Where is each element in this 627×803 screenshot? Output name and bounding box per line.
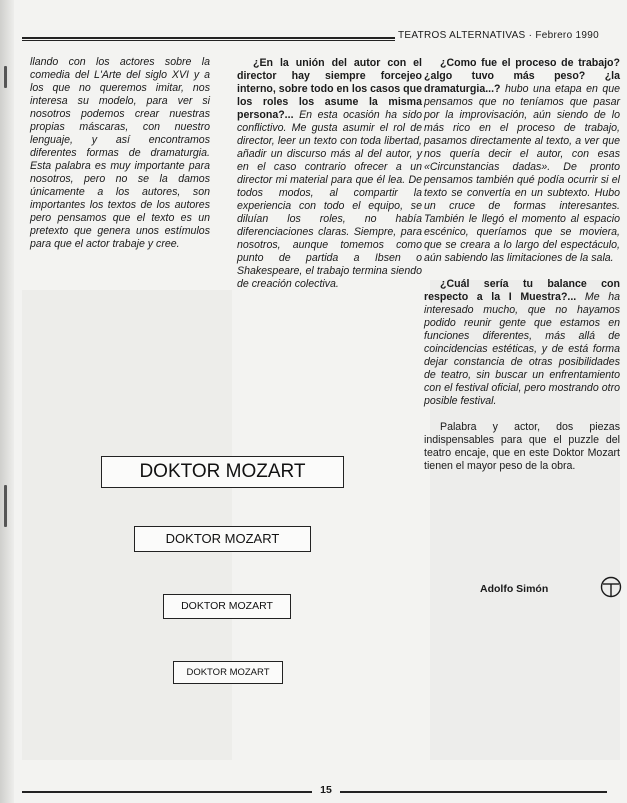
title-box-medium: DOKTOR MOZART — [134, 526, 311, 552]
footer-rule — [22, 791, 312, 793]
interview-answer: hubo una etapa en que pensamos que no teníamos que pasar por la improvisación, aún siendo de lo más rico en el proceso de trabajo, pasamos directamente al texto, a ver que nos quería decir el autor, con esas «Circunstancias dadas». De pronto pensamos también qué podía ocurrir si el texto se convertía en un subtexto. Hubo un cruce de formas interesantes. También le llegó el momento al espacio escénico, queríamos que se moviera, que se creara a lo largo del espectáculo, aún sabiendo las limitaciones de la sala. — [424, 83, 620, 264]
left-bleed-edge — [0, 0, 14, 803]
binding-mark — [4, 66, 7, 88]
page-number: 15 — [320, 784, 332, 796]
interview-answer: En esta ocasión ha sido conflictivo. Me gusta asumir el rol de director, leer un texto con toda libertad, añadir un discurso más al del autor, y en el caso contrario ofrecer a un director mi material para que él lea. De todos modos, al compartir la experiencia con todo el equipo, se diluían los roles, no había diferenciaciones claras. Siempre, para nosotros, aunque tomemos como punto de partida a Ibsen o Shakespeare, el trabajo termina siendo de creación colectiva. — [237, 109, 422, 290]
article-column-3 — [424, 57, 620, 473]
article-column-1 — [30, 56, 210, 251]
interview-question: ¿Como fue el proceso de trabajo? ¿algo tuvo más peso? ¿la dramaturgia...? — [424, 57, 620, 95]
header-rule — [22, 37, 395, 39]
title-box-large: DOKTOR MOZART — [101, 456, 344, 488]
header-rule — [22, 40, 395, 41]
interview-question: ¿Cuál sería tu balance con respecto a la I Muestra?... — [424, 278, 620, 303]
header-separator: · — [525, 30, 536, 41]
title-box-smallest: DOKTOR MOZART — [173, 661, 283, 684]
interview-question: ¿En la unión del autor con el director hay siempre forcejeo interno, sobre todo en los casos que los roles los asume la misma persona?... — [237, 57, 422, 121]
show-through-shadow — [22, 290, 232, 760]
closing-paragraph: Palabra y actor, dos piezas indispensables para que el puzzle del teatro encaje, que en este Doktor Mozart tienen el mayor peso de la obra. — [424, 421, 620, 472]
t-circle-logo-icon — [600, 576, 622, 598]
publication-name: TEATROS ALTERNATIVAS — [398, 30, 526, 41]
running-header — [398, 30, 599, 41]
title-box-small: DOKTOR MOZART — [163, 594, 291, 619]
binding-mark — [4, 485, 7, 527]
article-column-2 — [237, 57, 422, 291]
interview-exchange — [237, 57, 422, 291]
interview-answer: Me ha interesado mucho, que no hayamos podido reunir gente que estamos en funciones diferentes, más allá de coincidencias estéticas, y de está forma dejar constancia de otras posibilidades de teatro, sin buscar un enfrentamiento con el festival oficial, pero mostrando otro posible festival. — [424, 291, 620, 407]
interview-exchange — [424, 278, 620, 408]
paragraph: llando con los actores sobre la comedia del L'Arte del siglo XVI y a los que no queremos imitar, nos interesa su modelo, para ver si nosotros podemos crear nuestras propias máscaras, con nuestro lenguaje, y así encontramos diferentes formas de dramaturgia. Esta palabra es muy importante para nosotros, pero no se la damos únicamente a los autores, son importantes los textos de los autores pero pensamos que el texto es un pretexto que genera unos estímulos para que el actor trabaje y cree. — [30, 56, 210, 250]
footer-rule — [340, 791, 607, 793]
interview-exchange — [424, 57, 620, 265]
author-signature: Adolfo Simón — [480, 583, 549, 595]
issue-date: Febrero 1990 — [535, 30, 599, 41]
